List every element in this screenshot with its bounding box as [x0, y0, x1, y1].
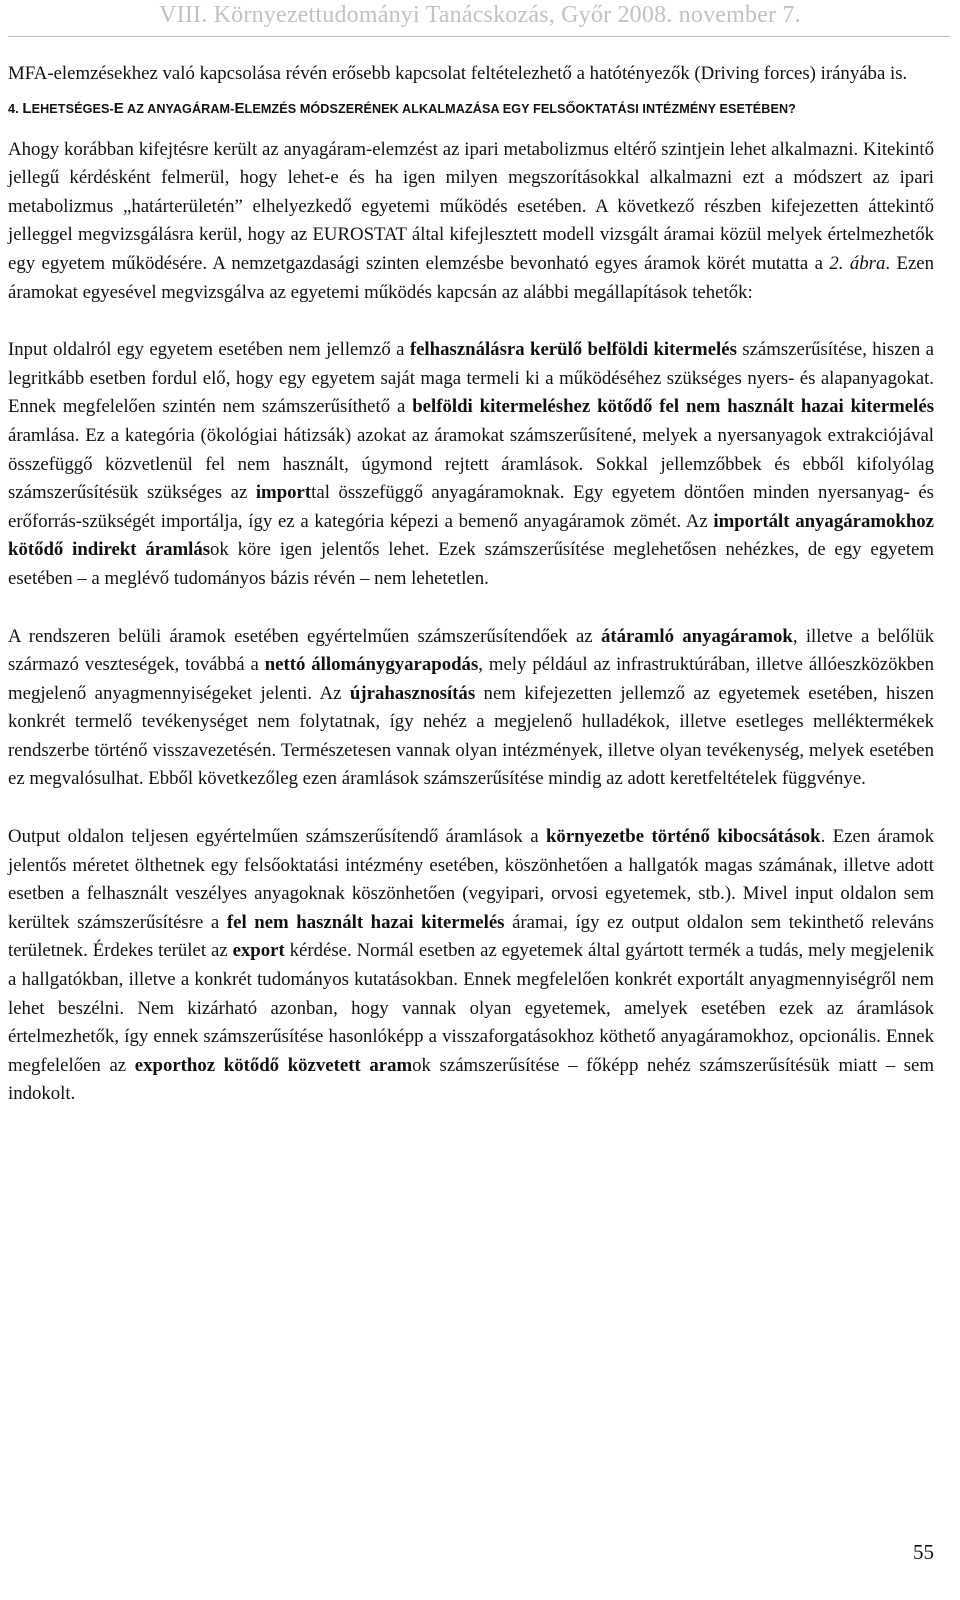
paragraph-input-side: Input oldalról egy egyetem esetében nem jellemző a felhasználásra kerülő belföldi kitermelés számszerűsítése, hiszen a legritkább esetben fordul elő, hogy egy egyetem saját maga termeli ki a működéséhez szükséges nyers- és alapanyagokat. Ennek megfelelően szintén nem számszerűsíthető a belföldi kitermeléshez kötődő fel nem használt hazai kitermelés áramlása. Ez a kategória (ökológiai hátizsák) azokat az áramokat számszerűsítené, melyek a nyersanyagok extrakciójával összefüggő közvetlenül fel nem használt, úgymond rejtett áramlások. Sokkal jellemzőbbek és ebből kifolyólag számszerűsítésük szükséges az importtal összefüggő anyagáramoknak. Egy egyetem döntően minden nyersanyag- és erőforrás-szükségét importálja, így ez a kategória képezi a bemenő anyagáramok zömét. Az importált anyagáramokhoz kötődő indirekt áramlások köre igen jelentős lehet. Ezek számszerűsítése meglehetősen nehézkes, de egy egyetem esetében – a meglévő tudományos bázis révén – nem lehetetlen.	[8, 339, 935, 589]
term-indirect-flows: importált anyagáramokhoz kötődő indirekt áramlás	[8, 510, 934, 561]
term-export: export	[232, 940, 285, 962]
term-unused-domestic-extraction-output: fel nem használt hazai kitermelés	[226, 911, 505, 933]
section-number: 4.	[8, 101, 19, 116]
paragraph-introduction: Ahogy korábban kifejtésre került az anyagáram-elemzést az ipari metabolizmus eltérő szintjein lehet alkalmazni. Kitekintő jellegű kérdésként felmerül, hogy lehet-e és ha igen milyen megszorításokkal alkalmazni ezt a módszert az ipari metabolizmus „határterületén” elhelyezkedő egyetemi működés esetében. A következő részben kifejezetten áttekintő jelleggel megvizsgálásra kerül, hogy az EUROSTAT által kifejlesztett modell vizsgált áramai közül melyek értelmezhetők egy egyetem működésére. A nemzetgazdasági szinten elemzésbe bevonható egyes áramok körét mutatta a 2. ábra. Ezen áramokat egyesével megvizsgálva az egyetemi működés kapcsán az alábbi megállapítások tehetők:	[8, 138, 935, 303]
term-domestic-extraction: felhasználásra kerülő belföldi kitermelés	[409, 339, 737, 361]
running-header: VIII. Környezettudományi Tanácskozás, Győr 2008. november 7.	[159, 2, 801, 28]
term-unused-domestic-extraction: belföldi kitermeléshez kötődő fel nem használt hazai kitermelés	[412, 396, 935, 418]
header-divider	[8, 36, 950, 37]
figure-reference: 2. ábra	[829, 252, 886, 274]
intro-paragraph-tail: MFA-elemzésekhez való kapcsolása révén erősebb kapcsolat feltételezhető a hatótényezők (Driving forces) irányába is.	[8, 63, 908, 84]
term-import: import	[255, 482, 312, 504]
term-throughput-flows: átáramló anyagáramok	[600, 625, 793, 647]
paragraph-internal-flows: A rendszeren belüli áramok esetében egyértelműen számszerűsítendőek az átáramló anyagáramok, illetve a belőlük származó veszteségek, továbbá a nettó állománygyarapodás, mely például az infrastruktúrában, illetve állóeszközökben megjelenő anyagmennyiségeket jelenti. Az újrahasznosítás nem kifejezetten jellemző az egyetemek esetében, hiszen konkrét termelő tevékenységet nem folytatnak, így nehéz a megjelenő hulladékok, illetve esetleges melléktermékek rendszerbe történő visszavezetésén. Természetesen vannak olyan intézmények, illetve olyan tevékenység, melyek esetében ez megvalósulhat. Ebből következőleg ezen áramlások számszerűsítése mindig az adott keretfeltételek függvénye.	[8, 625, 935, 790]
term-recycling: újrahasznosítás	[349, 682, 476, 704]
page-number: 55	[913, 1540, 934, 1564]
page-body	[8, 60, 934, 1109]
term-export-indirect-flows: exporthoz kötődő közvetett aram	[134, 1054, 413, 1076]
paragraph-output-side: Output oldalon teljesen egyértelműen számszerűsítendő áramlások a környezetbe történő kibocsátások. Ezen áramok jelentős méretet ölthetnek egy felsőoktatási intézmény esetében, köszönhetően a hallgatók magas számának, illetve adott esetben a felhasznált veszélyes anyagoknak köszönhetően (vegyipari, orvosi egyetemek, stb.). Mivel input oldalon sem kerültek számszerűsítésre a fel nem használt hazai kitermelés áramai, így ez output oldalon sem tekinthető releváns területnek. Érdekes terület az export kérdése. Normál esetben az egyetemek által gyártott termék a tudás, mely megjelenik a hallgatókban, illetve a konkrét tudományos kutatásokban. Ennek megfelelően konkrét exportált anyagmennyiségről nem lehet beszélni. Nem kizárható azonban, hogy vannak olyan egyetemek, amelyek esetében ezek az áramlások értelmezhetők, így ennek számszerűsítése hasonlóképp a visszaforgatásokhoz köthető anyagáramokhoz, opcionális. Ennek megfelelően az exporthoz kötődő közvetett aramok számszerűsítése – főképp nehéz számszerűsítésük miatt – sem indokolt.	[8, 826, 934, 1105]
section-heading: 4. LEHETSÉGES-E AZ ANYAGÁRAM-ELEMZÉS MÓDSZERÉNEK ALKALMAZÁSA EGY FELSŐOKTATÁSI INTÉZMÉNY ESETÉBEN?	[8, 99, 796, 117]
term-net-stock-addition: nettó állománygyarapodás	[264, 654, 479, 676]
term-emissions: környezetbe történő kibocsátások	[545, 826, 821, 848]
